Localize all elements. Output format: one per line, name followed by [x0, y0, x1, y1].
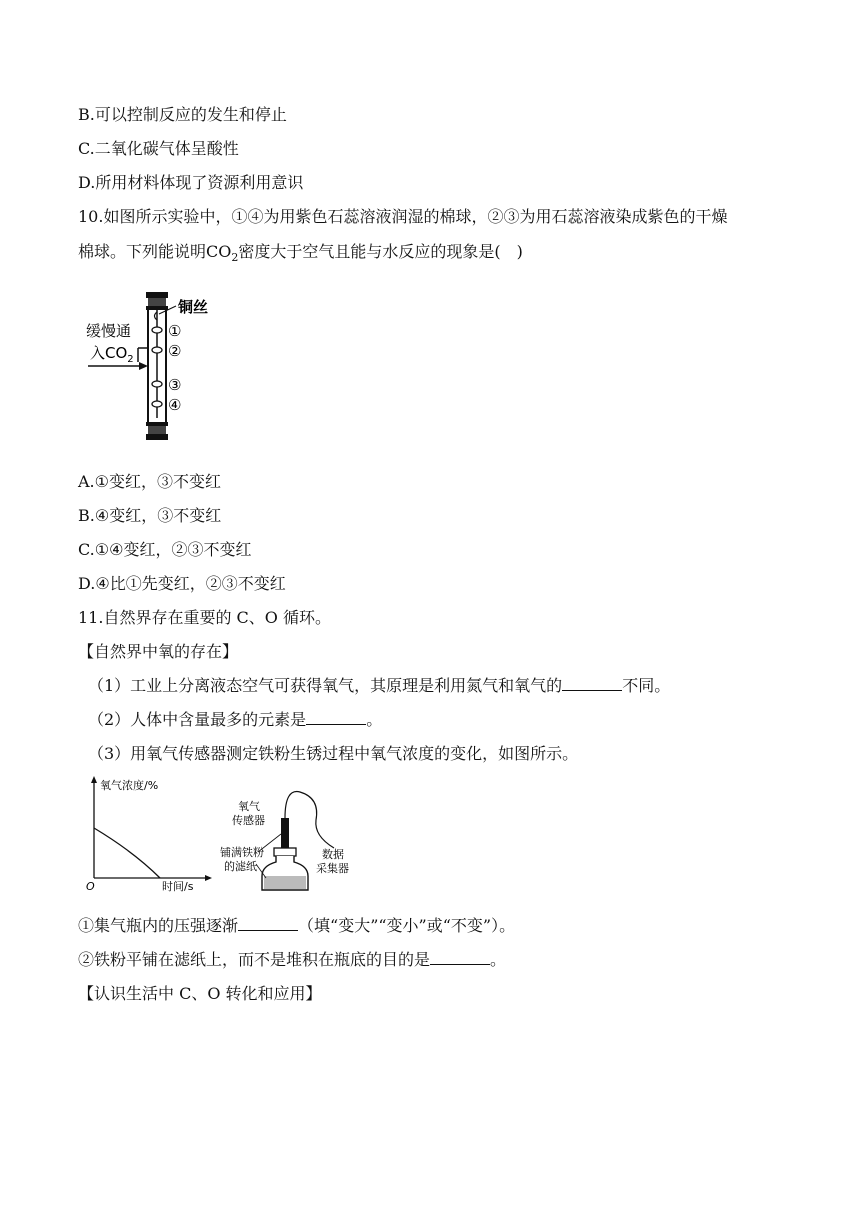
label-sensor-2: 传感器	[232, 814, 265, 827]
option-q10-a: A.①变红，③不变红	[78, 472, 221, 491]
marker-4: ④	[168, 396, 182, 414]
co2-formula: $CO_2$	[206, 242, 239, 265]
option-q10-d: D.④比①先变红，②③不变红	[78, 574, 286, 593]
label-paper-1: 铺满铁粉	[220, 846, 264, 859]
oxygen-sensor-figure	[84, 774, 374, 894]
q10-stem-part-b: 密度大于空气且能与水反应的现象是( )	[238, 242, 523, 261]
answer-blank-1[interactable]	[562, 676, 622, 691]
answer-blank-3[interactable]	[238, 916, 298, 931]
q11-title: 11.自然界存在重要的 C、O 循环。	[78, 608, 331, 627]
option-q10-b: B.④变红，③不变红	[78, 506, 222, 525]
marker-2: ②	[168, 342, 182, 360]
option-q9-d: D.所用材料体现了资源利用意识	[78, 173, 304, 192]
label-paper-2: 的滤纸	[224, 860, 257, 873]
q10-stem-line1: 10.如图所示实验中，①④为用紫色石蕊溶液润湿的棉球，②③为用石蕊溶液染成紫色的干燥	[78, 207, 728, 226]
section-co-conversion: 【认识生活中 C、O 转化和应用】	[78, 984, 322, 1003]
q11-sub2: ②铁粉平铺在滤纸上，而不是堆积在瓶底的目的是 。	[78, 950, 507, 969]
answer-blank-2[interactable]	[306, 710, 366, 725]
oxygen-curve	[94, 828, 160, 878]
label-gas-line1: 缓慢通	[86, 322, 132, 340]
label-gas-line2: 入$CO_2$	[90, 344, 134, 365]
q11-sub1: ①集气瓶内的压强逐渐 （填“变大”“变小”或“不变”）。	[78, 916, 516, 935]
graph-xlabel: 时间/s	[162, 880, 194, 893]
option-q9-b: B.可以控制反应的发生和停止	[78, 105, 287, 124]
q11-part3: （3）用氧气传感器测定铁粉生锈过程中氧气浓度的变化，如图所示。	[88, 744, 579, 763]
label-collector-1: 数据	[322, 848, 344, 861]
q11-part1: （1）工业上分离液态空气可获得氧气，其原理是利用氮气和氧气的 不同。	[88, 676, 671, 695]
q10-stem-line2	[78, 242, 523, 268]
graph-ylabel: 氧气浓度/%	[100, 779, 159, 792]
section-oxygen-in-nature: 【自然界中氧的存在】	[78, 642, 239, 661]
marker-3: ③	[168, 376, 182, 394]
label-collector-2: 采集器	[316, 862, 349, 875]
label-copper-wire: 铜丝	[178, 298, 209, 316]
option-q10-c: C.①④变红，②③不变红	[78, 540, 252, 559]
label-sensor-1: 氧气	[238, 800, 260, 813]
graph-origin: O	[86, 880, 95, 893]
marker-1: ①	[168, 322, 182, 340]
answer-blank-4[interactable]	[430, 950, 490, 965]
co2-tube-figure	[84, 286, 234, 450]
option-q9-c: C.二氧化碳气体呈酸性	[78, 139, 239, 158]
q11-part2: （2）人体中含量最多的元素是 。	[88, 710, 383, 729]
q10-stem-part-a: 棉球。下列能说明	[78, 242, 207, 261]
